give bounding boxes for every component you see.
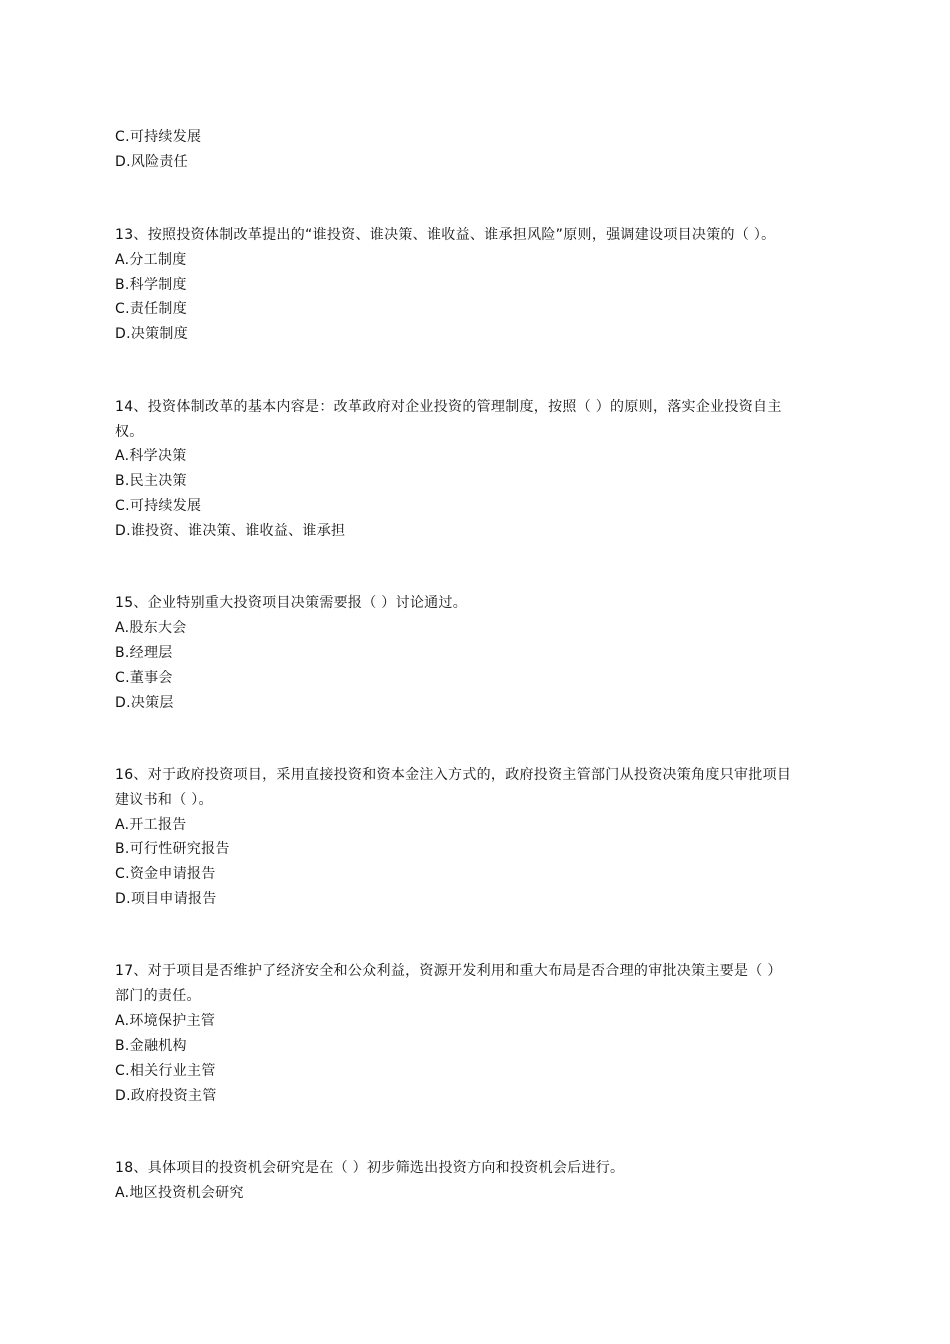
question-17-text-cont: 部门的责任。 [115,988,201,1004]
question-14-text-cont: 权。 [115,424,144,440]
question-15-option-b: B.经理层 [115,645,173,661]
question-14-option-a: A.科学决策 [115,448,187,464]
question-14-option-b: B.民主决策 [115,473,187,489]
question-13-option-b: B.科学制度 [115,277,187,293]
question-13-option-d: D.决策制度 [115,326,189,342]
question-18-text: 18、具体项目的投资机会研究是在（ ）初步筛选出投资方向和投资机会后进行。 [115,1160,625,1176]
option-d: D.风险责任 [115,154,189,170]
question-13-option-c: C.责任制度 [115,301,188,317]
question-15-option-c: C.董事会 [115,670,173,686]
question-17-option-d: D.政府投资主管 [115,1088,217,1104]
question-14-option-d: D.谁投资、谁决策、谁收益、谁承担 [115,523,346,539]
question-16-option-c: C.资金申请报告 [115,866,216,882]
question-17-option-a: A.环境保护主管 [115,1013,216,1029]
question-16-text: 16、对于政府投资项目，采用直接投资和资本金注入方式的，政府投资主管部门从投资决策角度只审批项目 [115,767,792,783]
question-16-text-cont: 建议书和（ ）。 [115,792,213,808]
question-13-text: 13、按照投资体制改革提出的“谁投资、谁决策、谁收益、谁承担风险”原则，强调建设项目决策的（ ）。 [115,227,776,243]
question-13-option-a: A.分工制度 [115,252,187,268]
question-17-text: 17、对于项目是否维护了经济安全和公众利益，资源开发利用和重大布局是否合理的审批决策主要是（ ） [115,963,782,979]
question-15-option-d: D.决策层 [115,695,174,711]
question-14-option-c: C.可持续发展 [115,498,202,514]
question-14-text: 14、投资体制改革的基本内容是：改革政府对企业投资的管理制度，按照（ ）的原则，落实企业投资自主 [115,399,782,415]
option-c: C.可持续发展 [115,129,202,145]
question-15-text: 15、企业特别重大投资项目决策需要报（ ）讨论通过。 [115,595,468,611]
question-17-option-c: C.相关行业主管 [115,1063,216,1079]
question-17-option-b: B.金融机构 [115,1038,187,1054]
question-16-option-b: B.可行性研究报告 [115,841,230,857]
question-15-option-a: A.股东大会 [115,620,187,636]
question-18-option-a: A.地区投资机会研究 [115,1185,244,1201]
question-16-option-d: D.项目申请报告 [115,891,217,907]
question-16-option-a: A.开工报告 [115,817,187,833]
